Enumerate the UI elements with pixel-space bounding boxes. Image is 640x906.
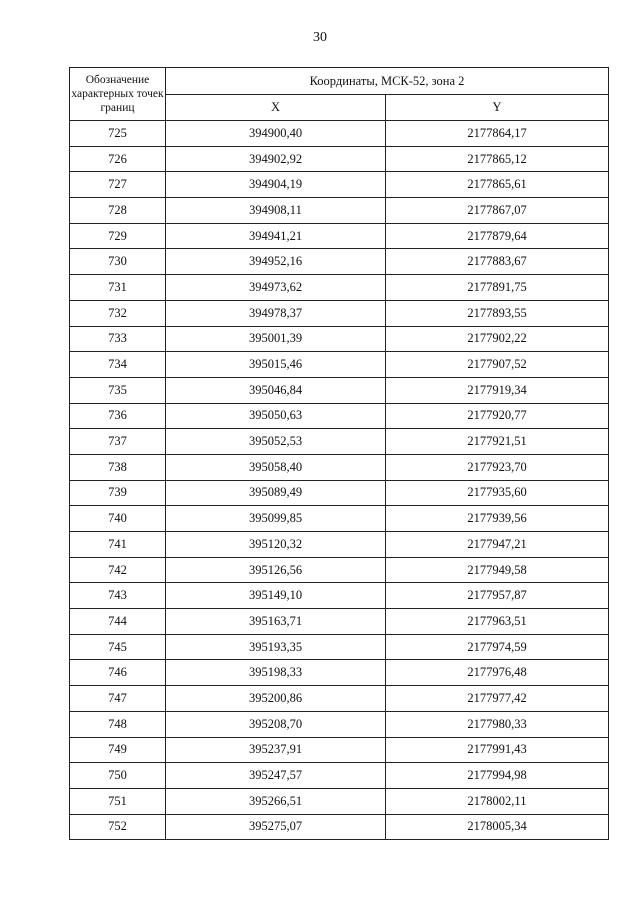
point-id-cell: 727	[70, 172, 166, 198]
table-row	[70, 275, 609, 301]
y-coordinate-cell: 2177902,22	[386, 326, 609, 352]
point-id-cell: 747	[70, 686, 166, 712]
y-coordinate-cell: 2177974,59	[386, 634, 609, 660]
y-coordinate-cell: 2177865,12	[386, 146, 609, 172]
y-coordinate-cell: 2178005,34	[386, 814, 609, 840]
y-coordinate-cell: 2177919,34	[386, 377, 609, 403]
y-coordinate-cell: 2177867,07	[386, 198, 609, 224]
x-coordinate-cell: 395208,70	[166, 711, 386, 737]
table-row	[70, 352, 609, 378]
y-coordinate-cell: 2177920,77	[386, 403, 609, 429]
x-coordinate-cell: 394973,62	[166, 275, 386, 301]
coordinates-group-header: Координаты, МСК-52, зона 2	[166, 68, 609, 95]
point-id-cell: 752	[70, 814, 166, 840]
y-coordinate-cell: 2177891,75	[386, 275, 609, 301]
y-coordinate-cell: 2177991,43	[386, 737, 609, 763]
x-coordinate-cell: 395058,40	[166, 454, 386, 480]
y-coordinate-cell: 2177963,51	[386, 609, 609, 635]
y-coordinate-cell: 2177977,42	[386, 686, 609, 712]
point-id-cell: 745	[70, 634, 166, 660]
y-coordinate-cell: 2177947,21	[386, 532, 609, 558]
y-coordinate-cell: 2177921,51	[386, 429, 609, 455]
table-row	[70, 172, 609, 198]
point-id-cell: 744	[70, 609, 166, 635]
y-coordinate-cell: 2177939,56	[386, 506, 609, 532]
x-coordinate-cell: 395266,51	[166, 788, 386, 814]
point-id-cell: 730	[70, 249, 166, 275]
point-id-cell: 733	[70, 326, 166, 352]
y-coordinate-cell: 2177949,58	[386, 557, 609, 583]
table-header	[70, 68, 609, 121]
y-coordinate-cell: 2177879,64	[386, 223, 609, 249]
table-row	[70, 506, 609, 532]
point-id-cell: 748	[70, 711, 166, 737]
x-coordinate-cell: 394941,21	[166, 223, 386, 249]
x-coordinate-cell: 394900,40	[166, 121, 386, 147]
table-row	[70, 223, 609, 249]
point-id-cell: 738	[70, 454, 166, 480]
table-row	[70, 326, 609, 352]
x-coordinate-cell: 394904,19	[166, 172, 386, 198]
x-coordinate-cell: 395200,86	[166, 686, 386, 712]
table-row	[70, 660, 609, 686]
point-id-cell: 732	[70, 300, 166, 326]
point-id-cell: 726	[70, 146, 166, 172]
x-coordinate-cell: 394952,16	[166, 249, 386, 275]
table-row	[70, 763, 609, 789]
y-coordinate-cell: 2178002,11	[386, 788, 609, 814]
table-row	[70, 300, 609, 326]
point-label-header: Обозначение характерных точек границ	[70, 68, 166, 121]
coordinates-table	[69, 67, 609, 840]
x-coordinate-cell: 395089,49	[166, 480, 386, 506]
point-id-cell: 741	[70, 532, 166, 558]
table-row	[70, 249, 609, 275]
x-coordinate-cell: 394978,37	[166, 300, 386, 326]
point-id-cell: 742	[70, 557, 166, 583]
table-row	[70, 429, 609, 455]
x-coordinate-cell: 394908,11	[166, 198, 386, 224]
x-coordinate-cell: 395120,32	[166, 532, 386, 558]
point-id-cell: 728	[70, 198, 166, 224]
point-id-cell: 725	[70, 121, 166, 147]
point-id-cell: 743	[70, 583, 166, 609]
table-row	[70, 634, 609, 660]
y-coordinate-cell: 2177865,61	[386, 172, 609, 198]
y-coordinate-cell: 2177883,67	[386, 249, 609, 275]
x-coordinate-cell: 395052,53	[166, 429, 386, 455]
table-row	[70, 557, 609, 583]
table-row	[70, 480, 609, 506]
x-column-header: X	[166, 95, 386, 121]
x-coordinate-cell: 395001,39	[166, 326, 386, 352]
table-row	[70, 532, 609, 558]
table-row	[70, 609, 609, 635]
x-coordinate-cell: 395050,63	[166, 403, 386, 429]
x-coordinate-cell: 395193,35	[166, 634, 386, 660]
point-id-cell: 734	[70, 352, 166, 378]
y-coordinate-cell: 2177994,98	[386, 763, 609, 789]
x-coordinate-cell: 395198,33	[166, 660, 386, 686]
x-coordinate-cell: 395149,10	[166, 583, 386, 609]
table-row	[70, 711, 609, 737]
point-id-cell: 735	[70, 377, 166, 403]
table-row	[70, 377, 609, 403]
table-row	[70, 121, 609, 147]
x-coordinate-cell: 395126,56	[166, 557, 386, 583]
y-coordinate-cell: 2177923,70	[386, 454, 609, 480]
y-coordinate-cell: 2177976,48	[386, 660, 609, 686]
table-row	[70, 198, 609, 224]
table-body	[70, 121, 609, 840]
table-row	[70, 454, 609, 480]
x-coordinate-cell: 395247,57	[166, 763, 386, 789]
y-coordinate-cell: 2177907,52	[386, 352, 609, 378]
table-row	[70, 583, 609, 609]
table-row	[70, 788, 609, 814]
x-coordinate-cell: 395163,71	[166, 609, 386, 635]
table-row	[70, 146, 609, 172]
y-coordinate-cell: 2177935,60	[386, 480, 609, 506]
y-coordinate-cell: 2177893,55	[386, 300, 609, 326]
point-id-cell: 740	[70, 506, 166, 532]
table-row	[70, 814, 609, 840]
x-coordinate-cell: 394902,92	[166, 146, 386, 172]
x-coordinate-cell: 395015,46	[166, 352, 386, 378]
x-coordinate-cell: 395046,84	[166, 377, 386, 403]
y-coordinate-cell: 2177957,87	[386, 583, 609, 609]
page-number: 30	[313, 30, 327, 45]
x-coordinate-cell: 395099,85	[166, 506, 386, 532]
point-id-cell: 746	[70, 660, 166, 686]
point-id-cell: 736	[70, 403, 166, 429]
table-row	[70, 686, 609, 712]
x-coordinate-cell: 395275,07	[166, 814, 386, 840]
x-coordinate-cell: 395237,91	[166, 737, 386, 763]
point-id-cell: 729	[70, 223, 166, 249]
y-column-header: Y	[386, 95, 609, 121]
point-id-cell: 731	[70, 275, 166, 301]
table-row	[70, 403, 609, 429]
point-id-cell: 751	[70, 788, 166, 814]
point-id-cell: 739	[70, 480, 166, 506]
point-id-cell: 749	[70, 737, 166, 763]
y-coordinate-cell: 2177864,17	[386, 121, 609, 147]
y-coordinate-cell: 2177980,33	[386, 711, 609, 737]
point-id-cell: 750	[70, 763, 166, 789]
point-id-cell: 737	[70, 429, 166, 455]
table-row	[70, 737, 609, 763]
